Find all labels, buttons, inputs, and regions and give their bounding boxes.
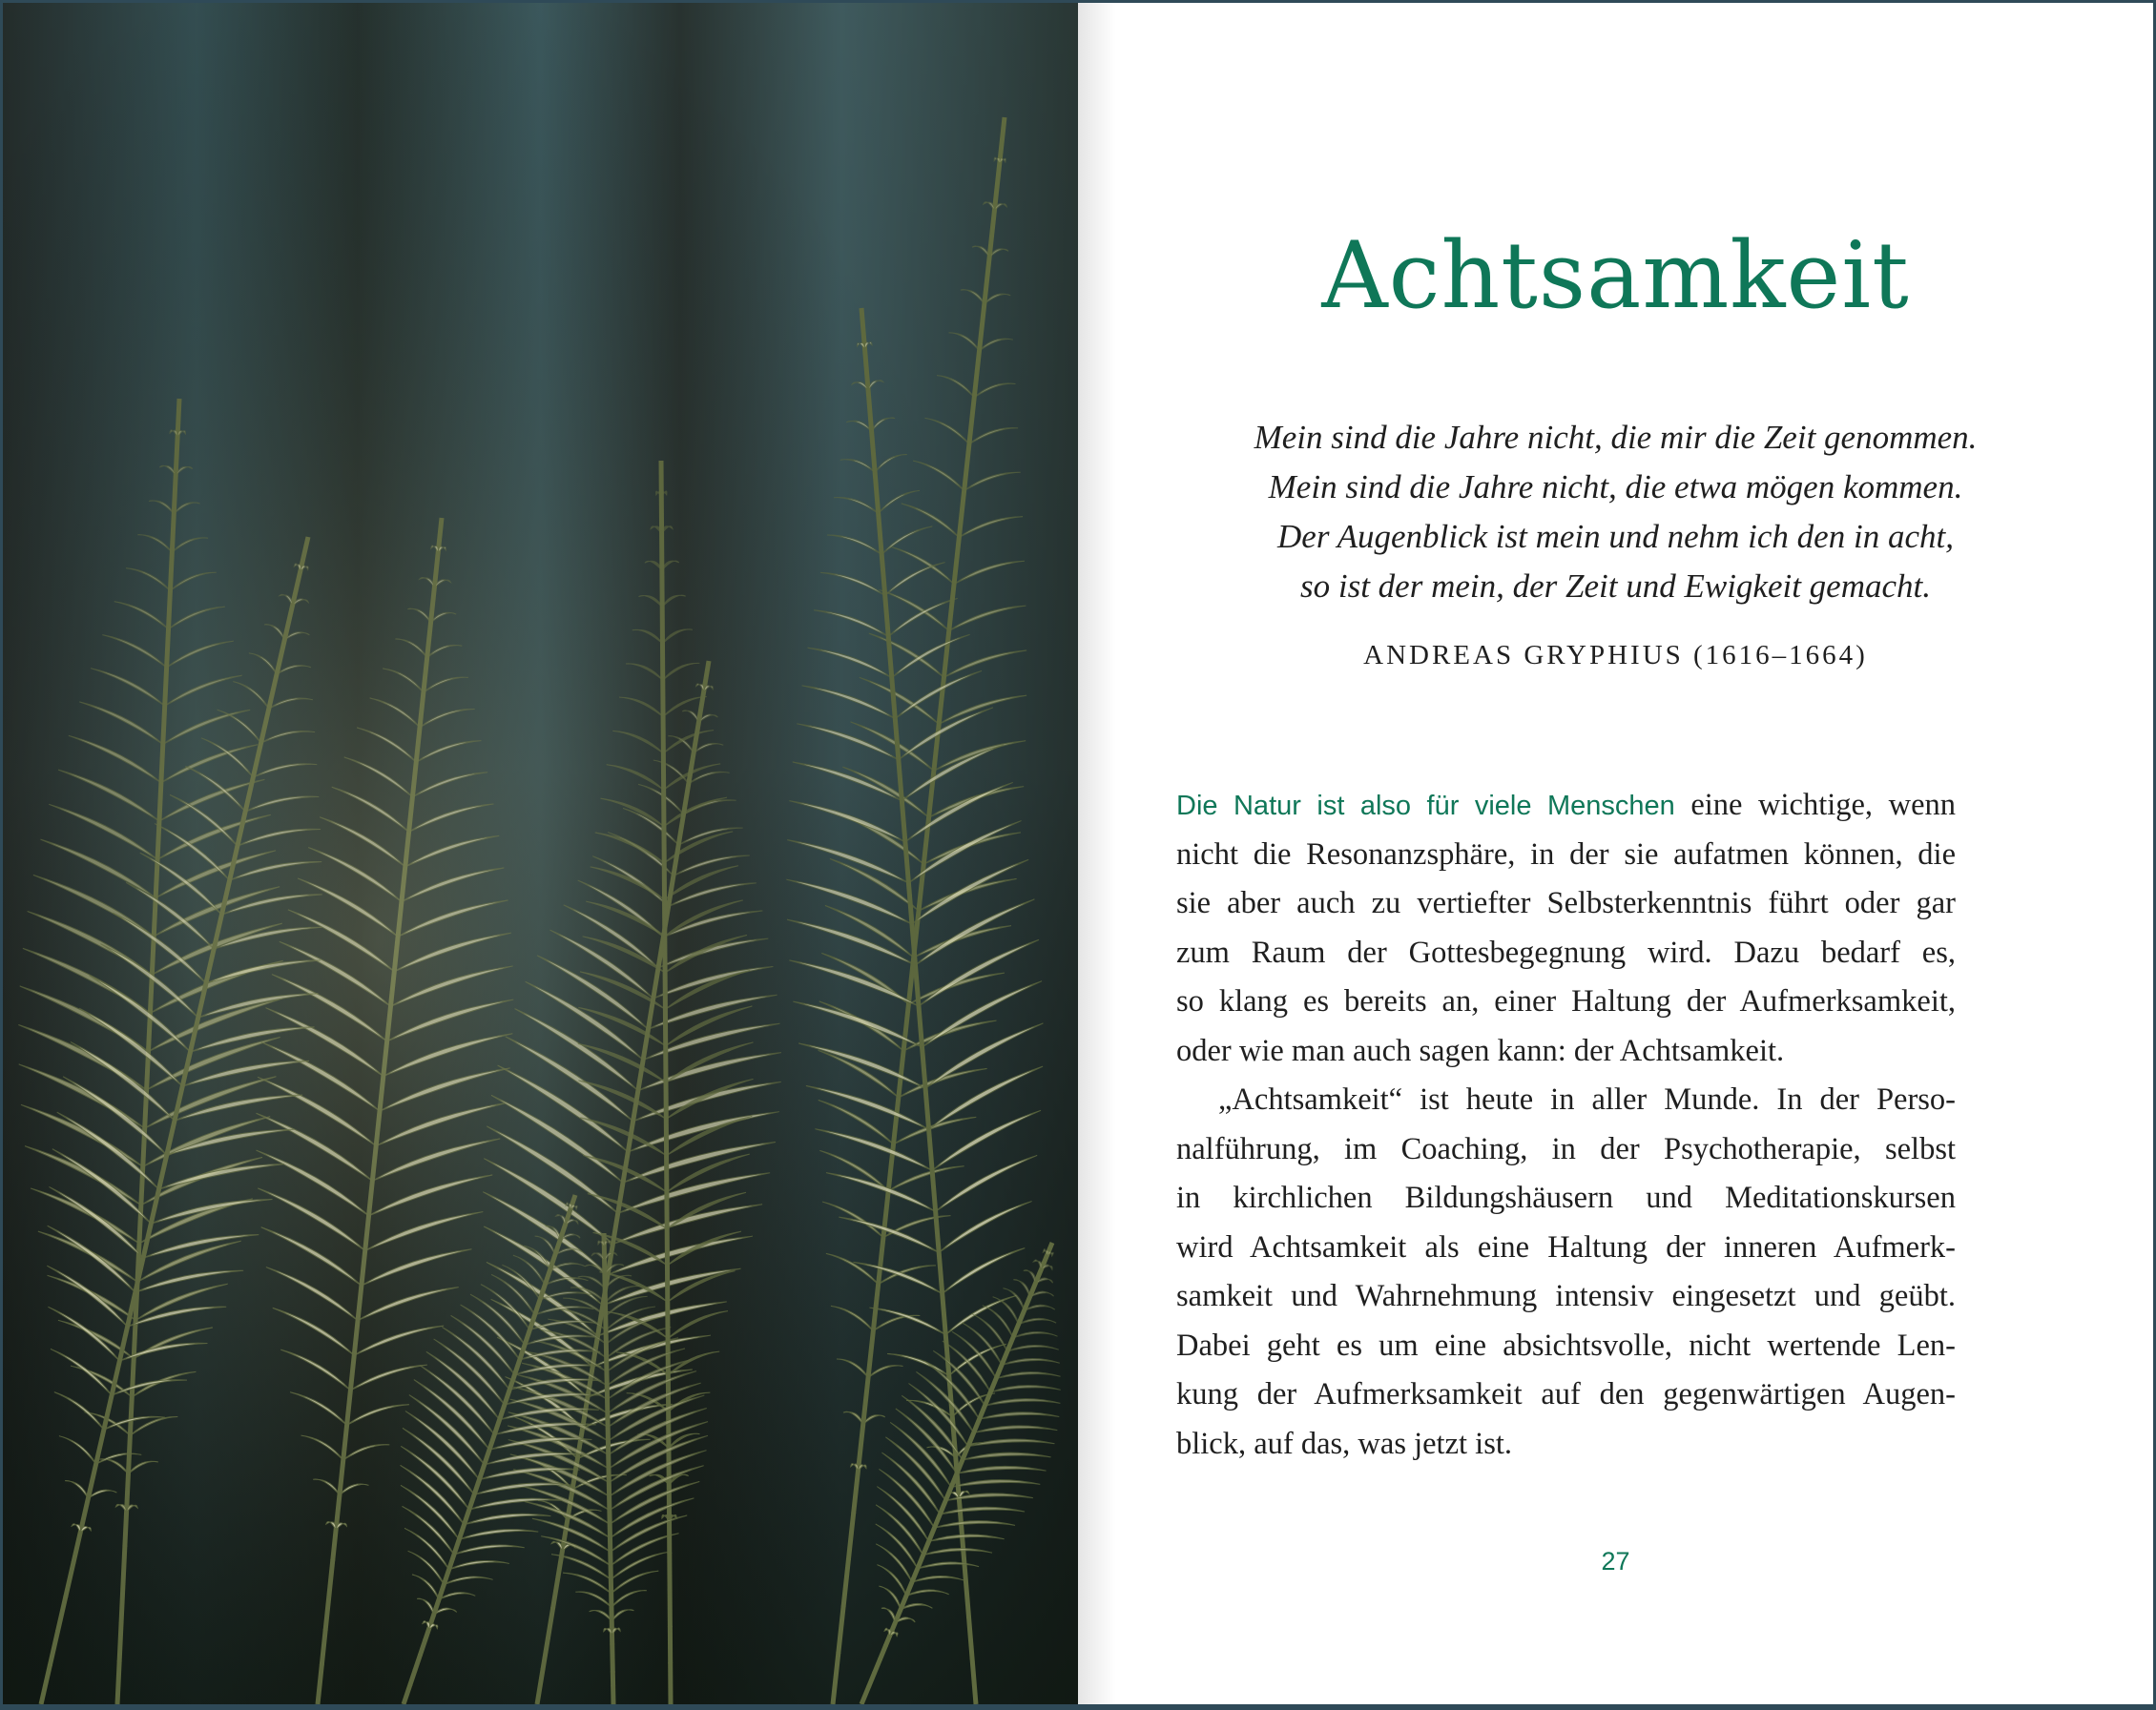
- text-page: [1078, 3, 2153, 1704]
- body-line: Dabei geht es um eine absichtsvolle, nicht wertende Len-: [1176, 1328, 1956, 1363]
- lead-in: Die Natur ist also für viele Menschen: [1176, 791, 1675, 821]
- epigraph-line: Mein sind die Jahre nicht, die mir die Zeit genommen.: [1254, 419, 1978, 456]
- body-line: sie aber auch zu vertiefter Selbsterkenntnis führt oder gar: [1176, 886, 1956, 920]
- body-line: [1176, 781, 1956, 831]
- page-number: 27: [1601, 1547, 1630, 1576]
- body-line: in kirchlichen Bildungshäusern und Meditationskursen: [1176, 1181, 1956, 1215]
- body-line: blick, auf das, was jetzt ist.: [1176, 1426, 1512, 1461]
- epigraph-poem: [1078, 413, 2153, 611]
- fern-illustration: [3, 3, 1078, 1704]
- body-line: nalführung, im Coaching, in der Psychotherapie, selbst: [1176, 1131, 1956, 1166]
- epigraph-line: so ist der mein, der Zeit und Ewigkeit gemacht.: [1299, 567, 1932, 605]
- body-line: so klang es bereits an, einer Haltung der Aufmerksamkeit,: [1176, 984, 1956, 1019]
- epigraph-author: ANDREAS GRYPHIUS (1616–1664): [1363, 640, 1868, 670]
- body-text: [1176, 781, 1956, 1469]
- fern-photo: [3, 3, 1078, 1704]
- body-line: kung der Aufmerksamkeit auf den gegenwärtigen Augen-: [1176, 1377, 1956, 1411]
- body-line: oder wie man auch sagen kann: der Achtsamkeit.: [1176, 1033, 1785, 1068]
- body-line: samkeit und Wahrnehmung intensiv eingesetzt und geübt.: [1176, 1279, 1956, 1313]
- body-line: nicht die Resonanzsphäre, in der sie aufatmen können, die: [1176, 836, 1956, 872]
- body-line: zum Raum der Gottesbegegnung wird. Dazu bedarf es,: [1176, 935, 1956, 970]
- body-line: wird Achtsamkeit als eine Haltung der inneren Aufmerk-: [1176, 1229, 1956, 1265]
- body-line-text: eine wichtige, wenn: [1674, 788, 1956, 822]
- epigraph-line: Der Augenblick ist mein und nehm ich den in acht,: [1277, 518, 1954, 555]
- body-line: „Achtsamkeit“ ist heute in aller Munde. In der Perso-: [1218, 1082, 1956, 1117]
- epigraph-line: Mein sind die Jahre nicht, die etwa mögen kommen.: [1268, 468, 1963, 505]
- chapter-title: Achtsamkeit: [1321, 222, 1910, 329]
